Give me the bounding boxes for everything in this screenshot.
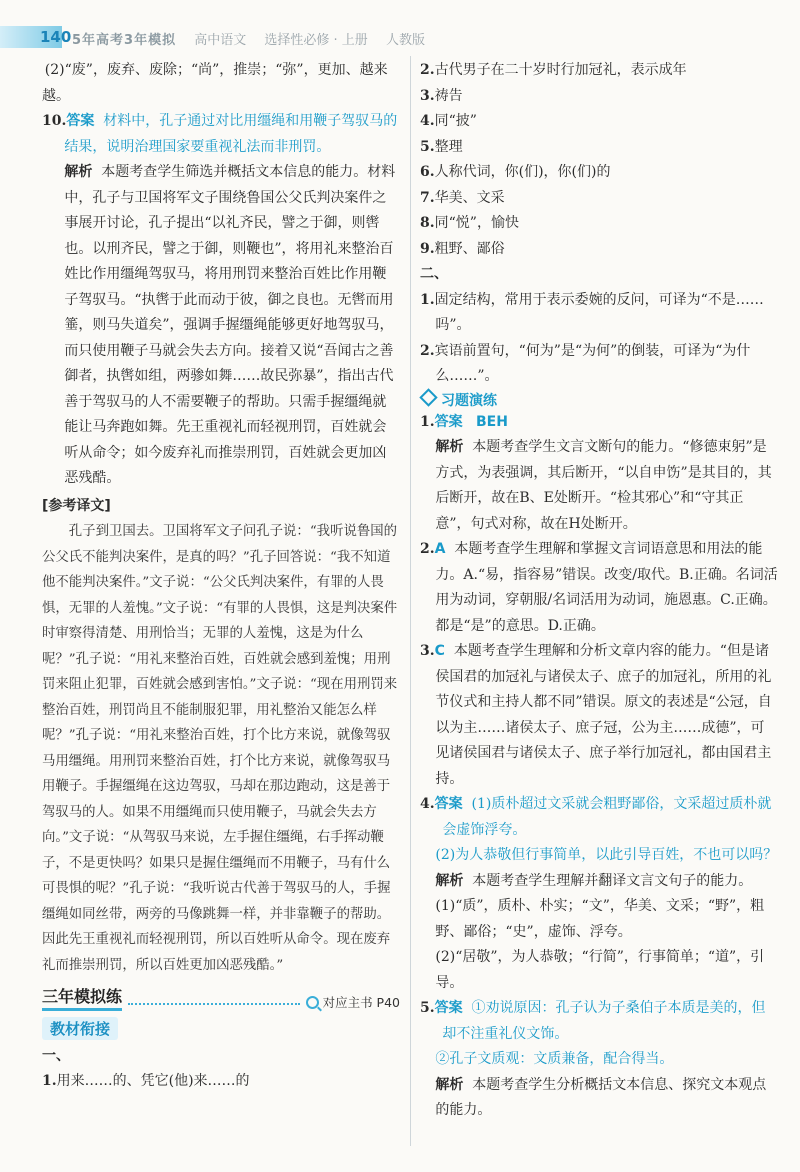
search-icon xyxy=(306,996,319,1009)
vocab-number: 6. xyxy=(420,164,435,180)
analysis-label: 解析 xyxy=(435,872,464,889)
answer-label: 答案 xyxy=(434,1000,463,1016)
vocab-item xyxy=(420,84,778,110)
practice-title: 习题演练 xyxy=(441,392,497,409)
reference-translation: 孔子到卫国去。卫国将军文子问孔子说：“我听说鲁国的公父氏不能判决案件，是真的吗？”孔子回答说：“我不知道他不能判决案件。”文子说：“公父氏判决案件，有罪的人畏惧，无罪的人羞愧。”文子说：“有罪的人畏惧，这是判决案件时审察得清楚、用刑恰当；无罪的人羞愧，这是为什么呢？”孔子说：“用礼来整治百姓，百姓就会感到羞愧；用刑罚来阻止犯罪，百姓就会感到害怕。”文子说：“现在用刑罚来整治百姓，刑罚尚且不能制服犯罪，用礼整治又能怎么样呢？”孔子说：“用礼来整治百姓，打个比方来说，就像驾驭马用缰绳。用刑罚来整治百姓，打个比方来说，就像驾驭马用鞭子。手握缰绳在这边驾驭，马却在那边跑动，这是善于驾驭马的人。如果不用缰绳而只使用鞭子，马就会失去方向。”文子说：“从驾驭马来说，左手握住缰绳，右手挥动鞭子，不是更快吗？如果只是握住缰绳而不用鞭子，马有什么可畏惧的呢？”孔子说：“我听说古代善于驾驭马的人，手握缰绳如同丝带，两旁的马像跳舞一样，并非靠鞭子的帮助。因此先王重视礼而轻视刑罚，所以百姓听从命令。现在废弃礼而推崇刑罚，所以百姓更加凶恶残酷。” xyxy=(42,524,398,973)
vocab-text: 粗野、鄙俗 xyxy=(434,240,505,257)
q4-analysis-text: 本题考查学生理解并翻译文言文句子的能力。 xyxy=(472,872,753,889)
left-column xyxy=(42,58,400,1095)
q1-answer xyxy=(420,410,778,436)
textbook-link-tag: 教材衔接 xyxy=(42,1017,118,1040)
q5-analysis xyxy=(420,1073,778,1124)
q1-analysis-text: 本题考查学生文言文断句的能力。“修德束躬”是方式，为表强调，其后断开，“以自申饬”是其目的，其后断开，故在B、E处断开。“检其邪心”和“守其正意”，句式对称，故在H处断开。 xyxy=(435,439,772,532)
analysis-label: 解析 xyxy=(435,1076,464,1093)
vocab-text: 用来……的、凭它(他)来……的 xyxy=(56,1073,250,1089)
vocab-item xyxy=(420,186,778,212)
running-header xyxy=(72,29,425,48)
vocab-text: 同“悦”，愉快 xyxy=(434,215,519,231)
section-title: 三年模拟练 xyxy=(42,984,122,1011)
answer-label: 答案 xyxy=(434,796,463,812)
q10-analysis xyxy=(42,160,400,492)
q2-answer-letter: A xyxy=(434,541,446,557)
vocab-number: 5. xyxy=(420,138,435,155)
analysis-label: 解析 xyxy=(64,164,93,180)
vocab-number: 4. xyxy=(420,113,435,129)
grammar-number: 1. xyxy=(420,291,435,308)
book-title: 选择性必修 · 上册 xyxy=(264,33,368,48)
q4-point-2: (2)“居敬”，为人恭敬；“行简”，行事简单；“道”，引导。 xyxy=(435,949,765,991)
answer-label: 答案 xyxy=(66,113,95,129)
vocab-item xyxy=(420,58,778,84)
page-number: 140 xyxy=(40,28,72,46)
subsection-two: 二、 xyxy=(420,266,448,282)
subject: 高中语文 xyxy=(194,33,247,48)
q4-answer-1: (1)质朴超过文采就会粗野鄙俗，文采超过质朴就会虚饰浮夸。 xyxy=(442,796,772,838)
q2-analysis-text: 本题考查学生理解和掌握文言词语意思和用法的能力。A.“易，指容易”错误。改变/取代。B.正确。名词活用为动词，穿朝服/名词活用为动词，施恩惠。C.正确。都是“是”的意思。D.正确。 xyxy=(435,541,778,634)
vocab-text: 同“披” xyxy=(434,113,477,129)
vocab-text: 整理 xyxy=(434,138,463,155)
analysis-label: 解析 xyxy=(435,439,464,455)
practice-header xyxy=(420,390,778,410)
q4-point-1: (1)“质”，质朴、朴实；“文”，华美、文采；“野”，粗野、鄙俗；“史”，虚饰、浮夸。 xyxy=(435,898,765,940)
vocab-item xyxy=(420,211,778,237)
q10-analysis-text: 本题考查学生筛选并概括文本信息的能力。材料中，孔子与卫国将军文子围绕鲁国公父氏判决案件之事展开讨论，孔子提出“以礼齐民，譬之于御，则辔也。以刑齐民，譬之于御，则鞭也”，将用礼来整治百姓比作用缰绳驾驭马，将用刑罚来整治百姓比作用鞭子驾驭马。“执辔于此而动于彼，御之良也。无辔而用箠，则马失道矣”，强调手握缰绳能够更好地驾驭马，而只使用鞭子马就会失去方向。接着又说“吾闻古之善御者，执辔如组，两骖如舞……故民弥暴”，指出古代善于驾驭马的人不需要鞭子的帮助。只需手握缰绳就能让马奔跑如舞。先王重视礼而轻视刑罚，百姓就会听从命令；如今废弃礼而推崇刑罚，百姓就会更加凶恶残酷。 xyxy=(64,164,396,486)
q4-analysis xyxy=(420,869,778,895)
grammar-number: 2. xyxy=(420,342,435,359)
diamond-icon xyxy=(419,388,437,406)
q4-answer-2: (2)为人恭敬但行事简单，以此引导百姓，不也可以吗？ xyxy=(435,847,778,863)
vocab-item xyxy=(420,160,778,186)
q3-answer xyxy=(420,639,778,792)
q5-answer xyxy=(420,996,778,1047)
q5-answer-2: ②孔子文质观：文质兼备，配合得当。 xyxy=(435,1051,674,1067)
section-dots xyxy=(128,1003,300,1005)
grammar-item-2 xyxy=(420,339,778,390)
q5-analysis-text: 本题考查学生分析概括文本信息、探究文本观点的能力。 xyxy=(435,1076,767,1118)
q10-answer-text: 材料中，孔子通过对比用缰绳和用鞭子驾驭马的结果，说明治理国家要重视礼法而非刑罚。 xyxy=(64,113,398,155)
vocab-item xyxy=(420,109,778,135)
vocab-text: 祷告 xyxy=(434,87,463,104)
q5-answer-1: ①劝说原因：孔子认为子桑伯子本质是美的，但却不注重礼仪文饰。 xyxy=(442,1000,766,1042)
q3-analysis-text: 本题考查学生理解和分析文章内容的能力。“但是诸侯国君的加冠礼与诸侯太子、庶子的加冠礼，所用的礼节仪式和主持人都不同”错误。原文的表述是“公冠，自以为主……诸侯太子、庶子冠，公为主……成德”，可见诸侯国君与诸侯太子、庶子举行加冠礼，都由国君主持。 xyxy=(435,643,772,787)
vocab-number: 1. xyxy=(42,1073,57,1089)
grammar-item-1 xyxy=(420,288,778,339)
translation-label: [参考译文] xyxy=(42,497,111,514)
vocab-item xyxy=(420,135,778,161)
subsection-one: 一、 xyxy=(42,1047,70,1064)
q1-analysis xyxy=(420,435,778,537)
right-column xyxy=(420,58,778,1124)
vocab-item xyxy=(420,237,778,263)
series-title: 5年高考3年模拟 xyxy=(72,33,177,48)
section-ref-text: 对应主书 P40 xyxy=(322,995,400,1010)
vocab-text: 古代男子在二十岁时行加冠礼，表示成年 xyxy=(434,62,687,78)
q2-number: 2. xyxy=(420,541,435,557)
q3-number: 3. xyxy=(420,643,435,659)
vocab-text: 华美、文采 xyxy=(434,189,505,206)
q5-number: 5. xyxy=(420,1000,435,1016)
grammar-text: 固定结构，常用于表示委婉的反问，可译为“不是……吗”。 xyxy=(434,291,764,333)
vocab-item-1 xyxy=(42,1069,400,1095)
answer-continuation: (2)“废”，废弃、废除；“尚”，推崇；“弥”，更加、越来越。 xyxy=(42,62,388,104)
vocab-number: 7. xyxy=(420,189,435,206)
answer-label: 答案 xyxy=(434,413,463,430)
section-reference xyxy=(306,993,400,1011)
q1-number: 1. xyxy=(420,413,435,430)
vocab-number: 2. xyxy=(420,62,435,78)
edition: 人教版 xyxy=(385,33,425,48)
column-divider xyxy=(410,56,411,1146)
vocab-number: 8. xyxy=(420,215,435,231)
vocab-number: 3. xyxy=(420,87,435,104)
grammar-text: 宾语前置句，“何为”是“为何”的倒装，可译为“为什么……”。 xyxy=(434,342,751,384)
section-header xyxy=(42,984,400,1011)
vocab-number: 9. xyxy=(420,240,435,257)
q3-answer-letter: C xyxy=(434,643,445,659)
q2-answer xyxy=(420,537,778,639)
q10-number: 10. xyxy=(42,113,67,129)
q4-number: 4. xyxy=(420,796,435,812)
vocab-text: 人称代词，你(们)，你(们)的 xyxy=(434,164,611,180)
q10-answer xyxy=(42,109,400,160)
q4-answer xyxy=(420,792,778,843)
q1-answer-text: BEH xyxy=(475,413,508,430)
